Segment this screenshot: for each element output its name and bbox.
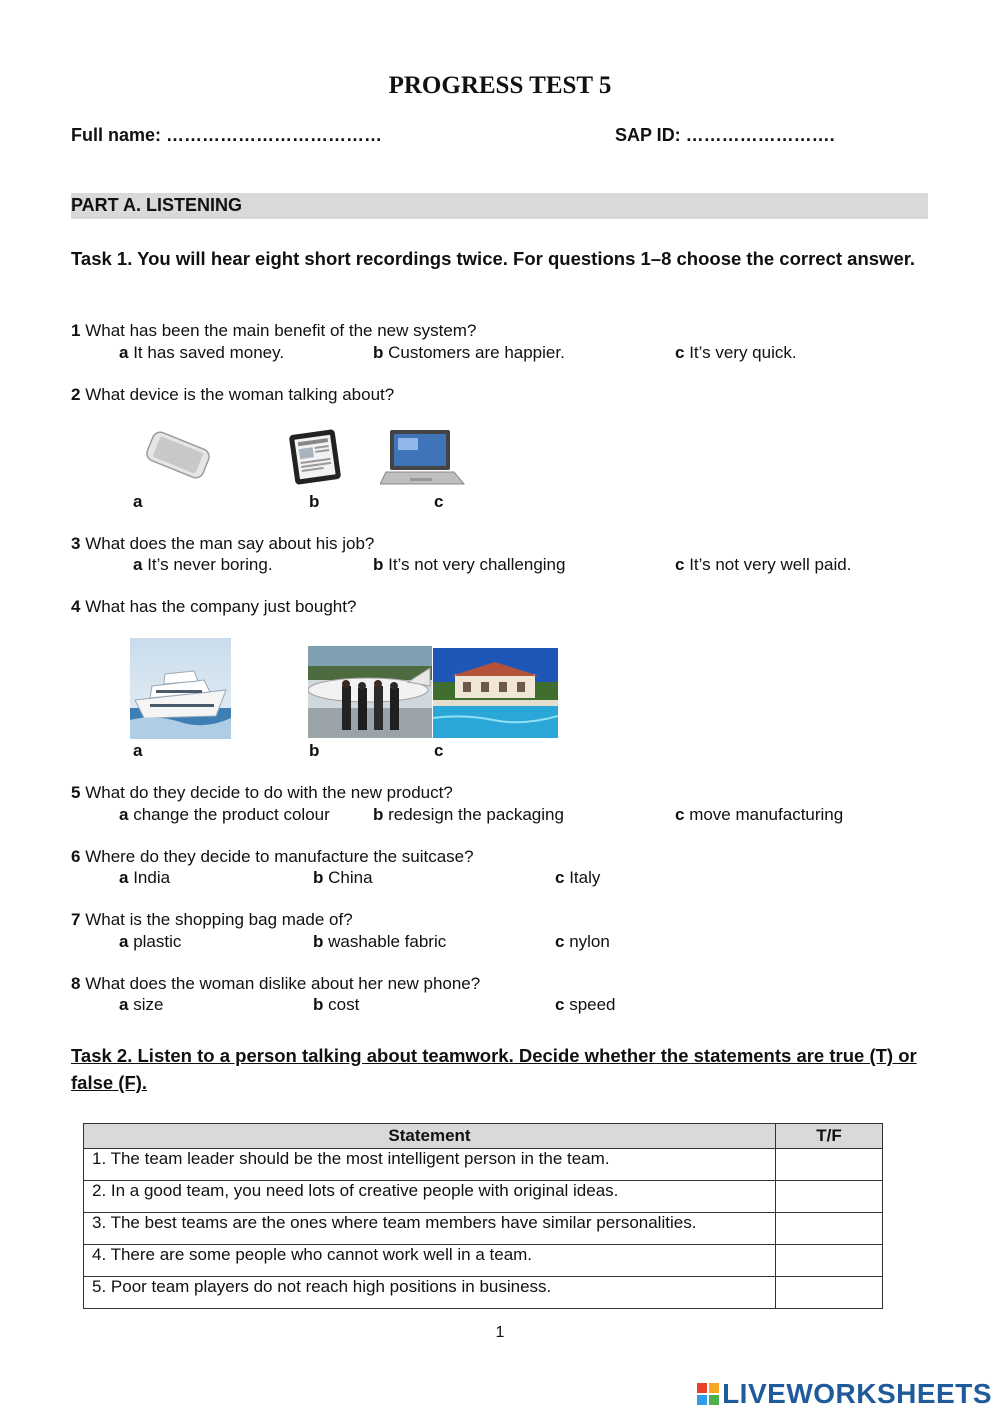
option-text: size bbox=[128, 995, 164, 1014]
tf-answer-cell[interactable] bbox=[776, 1213, 883, 1245]
option-letter: c bbox=[675, 555, 685, 574]
table-row bbox=[84, 1181, 883, 1213]
option-3b[interactable] bbox=[373, 555, 565, 575]
option-text: plastic bbox=[128, 932, 182, 951]
option-letter: b bbox=[373, 805, 384, 824]
option-letter: a bbox=[119, 995, 129, 1014]
page-number: 1 bbox=[495, 1324, 505, 1341]
image-label-b: b bbox=[309, 492, 320, 511]
option-text: Italy bbox=[564, 868, 601, 887]
question-number: 3 bbox=[71, 534, 81, 553]
question-number: 1 bbox=[71, 321, 81, 340]
image-label-a: a bbox=[133, 741, 143, 760]
option-1b[interactable] bbox=[373, 343, 565, 363]
option-letter: b bbox=[373, 555, 384, 574]
question-6 bbox=[71, 847, 474, 867]
option-letter: c bbox=[555, 868, 565, 887]
option-5c[interactable] bbox=[675, 805, 843, 825]
task1-instruction: Task 1. You will hear eight short recordings twice. For questions 1–8 choose the correct answer. bbox=[71, 248, 916, 269]
image-label-c: c bbox=[434, 741, 444, 760]
villa-image[interactable] bbox=[433, 648, 558, 738]
option-letter: c bbox=[675, 343, 685, 362]
question-text: What is the shopping bag made of? bbox=[80, 910, 353, 929]
laptop-image[interactable] bbox=[380, 428, 466, 488]
option-letter: c bbox=[555, 932, 565, 951]
statements-table bbox=[83, 1123, 883, 1309]
option-letter: c bbox=[675, 805, 685, 824]
tf-column-header: T/F bbox=[776, 1124, 883, 1149]
tf-answer-cell[interactable] bbox=[776, 1245, 883, 1277]
option-5b[interactable] bbox=[373, 805, 564, 825]
page-title: PROGRESS TEST 5 bbox=[388, 72, 612, 99]
option-8a[interactable] bbox=[119, 995, 163, 1015]
option-7b[interactable] bbox=[313, 932, 446, 952]
question-text: What does the woman dislike about her new phone? bbox=[80, 974, 481, 993]
option-letter: a bbox=[119, 932, 129, 951]
question-text: What device is the woman talking about? bbox=[80, 385, 395, 404]
question-5 bbox=[71, 783, 453, 803]
private-jet-image[interactable] bbox=[308, 646, 432, 738]
sap-id-field: SAP ID: ……………………. bbox=[615, 125, 835, 145]
question-4 bbox=[71, 597, 356, 617]
question-text: What has the company just bought? bbox=[80, 597, 357, 616]
option-8b[interactable] bbox=[313, 995, 359, 1015]
tf-answer-cell[interactable] bbox=[776, 1149, 883, 1181]
image-label-b: b bbox=[309, 741, 320, 760]
option-6c[interactable] bbox=[555, 868, 600, 888]
question-text: What does the man say about his job? bbox=[80, 534, 375, 553]
question-number: 6 bbox=[71, 847, 81, 866]
tf-answer-cell[interactable] bbox=[776, 1277, 883, 1309]
statement-cell: 1. The team leader should be the most intelligent person in the team. bbox=[84, 1149, 776, 1181]
liveworksheets-watermark bbox=[697, 1378, 992, 1410]
option-letter: b bbox=[373, 343, 384, 362]
question-1 bbox=[71, 321, 476, 341]
question-number: 8 bbox=[71, 974, 81, 993]
statement-cell: 5. Poor team players do not reach high positions in business. bbox=[84, 1277, 776, 1309]
option-8c[interactable] bbox=[555, 995, 616, 1015]
option-letter: b bbox=[313, 868, 324, 887]
statement-cell: 2. In a good team, you need lots of creative people with original ideas. bbox=[84, 1181, 776, 1213]
watermark-text: LIVEWORKSHEETS bbox=[722, 1378, 992, 1409]
question-2 bbox=[71, 385, 394, 405]
option-text: change the product colour bbox=[128, 805, 330, 824]
option-text: speed bbox=[564, 995, 616, 1014]
option-letter: a bbox=[133, 555, 143, 574]
option-letter: a bbox=[119, 805, 129, 824]
option-text: It’s not very challenging bbox=[383, 555, 566, 574]
smartphone-image[interactable] bbox=[140, 428, 216, 482]
question-number: 7 bbox=[71, 910, 81, 929]
table-row bbox=[84, 1213, 883, 1245]
statement-cell: 3. The best teams are the ones where team members have similar personalities. bbox=[84, 1213, 776, 1245]
option-text: It has saved money. bbox=[128, 343, 285, 362]
option-letter: a bbox=[119, 868, 129, 887]
tablet-image[interactable] bbox=[286, 428, 344, 486]
table-row bbox=[84, 1149, 883, 1181]
question-text: What has been the main benefit of the new system? bbox=[80, 321, 477, 340]
part-a-heading-bar bbox=[71, 193, 928, 219]
option-text: It’s very quick. bbox=[684, 343, 797, 362]
image-label-a: a bbox=[133, 492, 143, 511]
task2-instruction: Task 2. Listen to a person talking about teamwork. Decide whether the statements are true (T) or false (F). bbox=[71, 1045, 917, 1093]
yacht-image[interactable] bbox=[130, 638, 231, 739]
option-text: It’s never boring. bbox=[142, 555, 273, 574]
liveworksheets-logo-icon bbox=[697, 1383, 719, 1405]
option-5a[interactable] bbox=[119, 805, 330, 825]
option-1c[interactable] bbox=[675, 343, 797, 363]
option-6a[interactable] bbox=[119, 868, 170, 888]
question-number: 5 bbox=[71, 783, 81, 802]
question-text: What do they decide to do with the new product? bbox=[80, 783, 453, 802]
option-text: cost bbox=[323, 995, 360, 1014]
option-7c[interactable] bbox=[555, 932, 610, 952]
option-text: India bbox=[128, 868, 171, 887]
option-text: It’s not very well paid. bbox=[684, 555, 852, 574]
option-text: nylon bbox=[564, 932, 610, 951]
option-3a[interactable] bbox=[133, 555, 273, 575]
question-7 bbox=[71, 910, 353, 930]
question-text: Where do they decide to manufacture the suitcase? bbox=[80, 847, 474, 866]
option-7a[interactable] bbox=[119, 932, 181, 952]
image-label-c: c bbox=[434, 492, 444, 511]
question-number: 4 bbox=[71, 597, 81, 616]
option-letter: a bbox=[119, 343, 129, 362]
option-text: move manufacturing bbox=[684, 805, 844, 824]
statement-column-header: Statement bbox=[84, 1124, 776, 1149]
option-6b[interactable] bbox=[313, 868, 373, 888]
question-3 bbox=[71, 534, 374, 554]
option-letter: b bbox=[313, 932, 324, 951]
full-name-field: Full name: ……………………………… bbox=[71, 125, 383, 145]
option-3c[interactable] bbox=[675, 555, 851, 575]
option-text: redesign the packaging bbox=[383, 805, 564, 824]
option-letter: b bbox=[313, 995, 324, 1014]
option-text: China bbox=[323, 868, 373, 887]
part-a-heading: PART A. LISTENING bbox=[71, 195, 242, 215]
tf-answer-cell[interactable] bbox=[776, 1181, 883, 1213]
table-row bbox=[84, 1245, 883, 1277]
question-8 bbox=[71, 974, 480, 994]
option-text: washable fabric bbox=[323, 932, 447, 951]
option-text: Customers are happier. bbox=[383, 343, 565, 362]
question-number: 2 bbox=[71, 385, 81, 404]
table-header-row bbox=[84, 1124, 883, 1149]
statement-cell: 4. There are some people who cannot work well in a team. bbox=[84, 1245, 776, 1277]
option-letter: c bbox=[555, 995, 565, 1014]
table-row bbox=[84, 1277, 883, 1309]
option-1a[interactable] bbox=[119, 343, 284, 363]
